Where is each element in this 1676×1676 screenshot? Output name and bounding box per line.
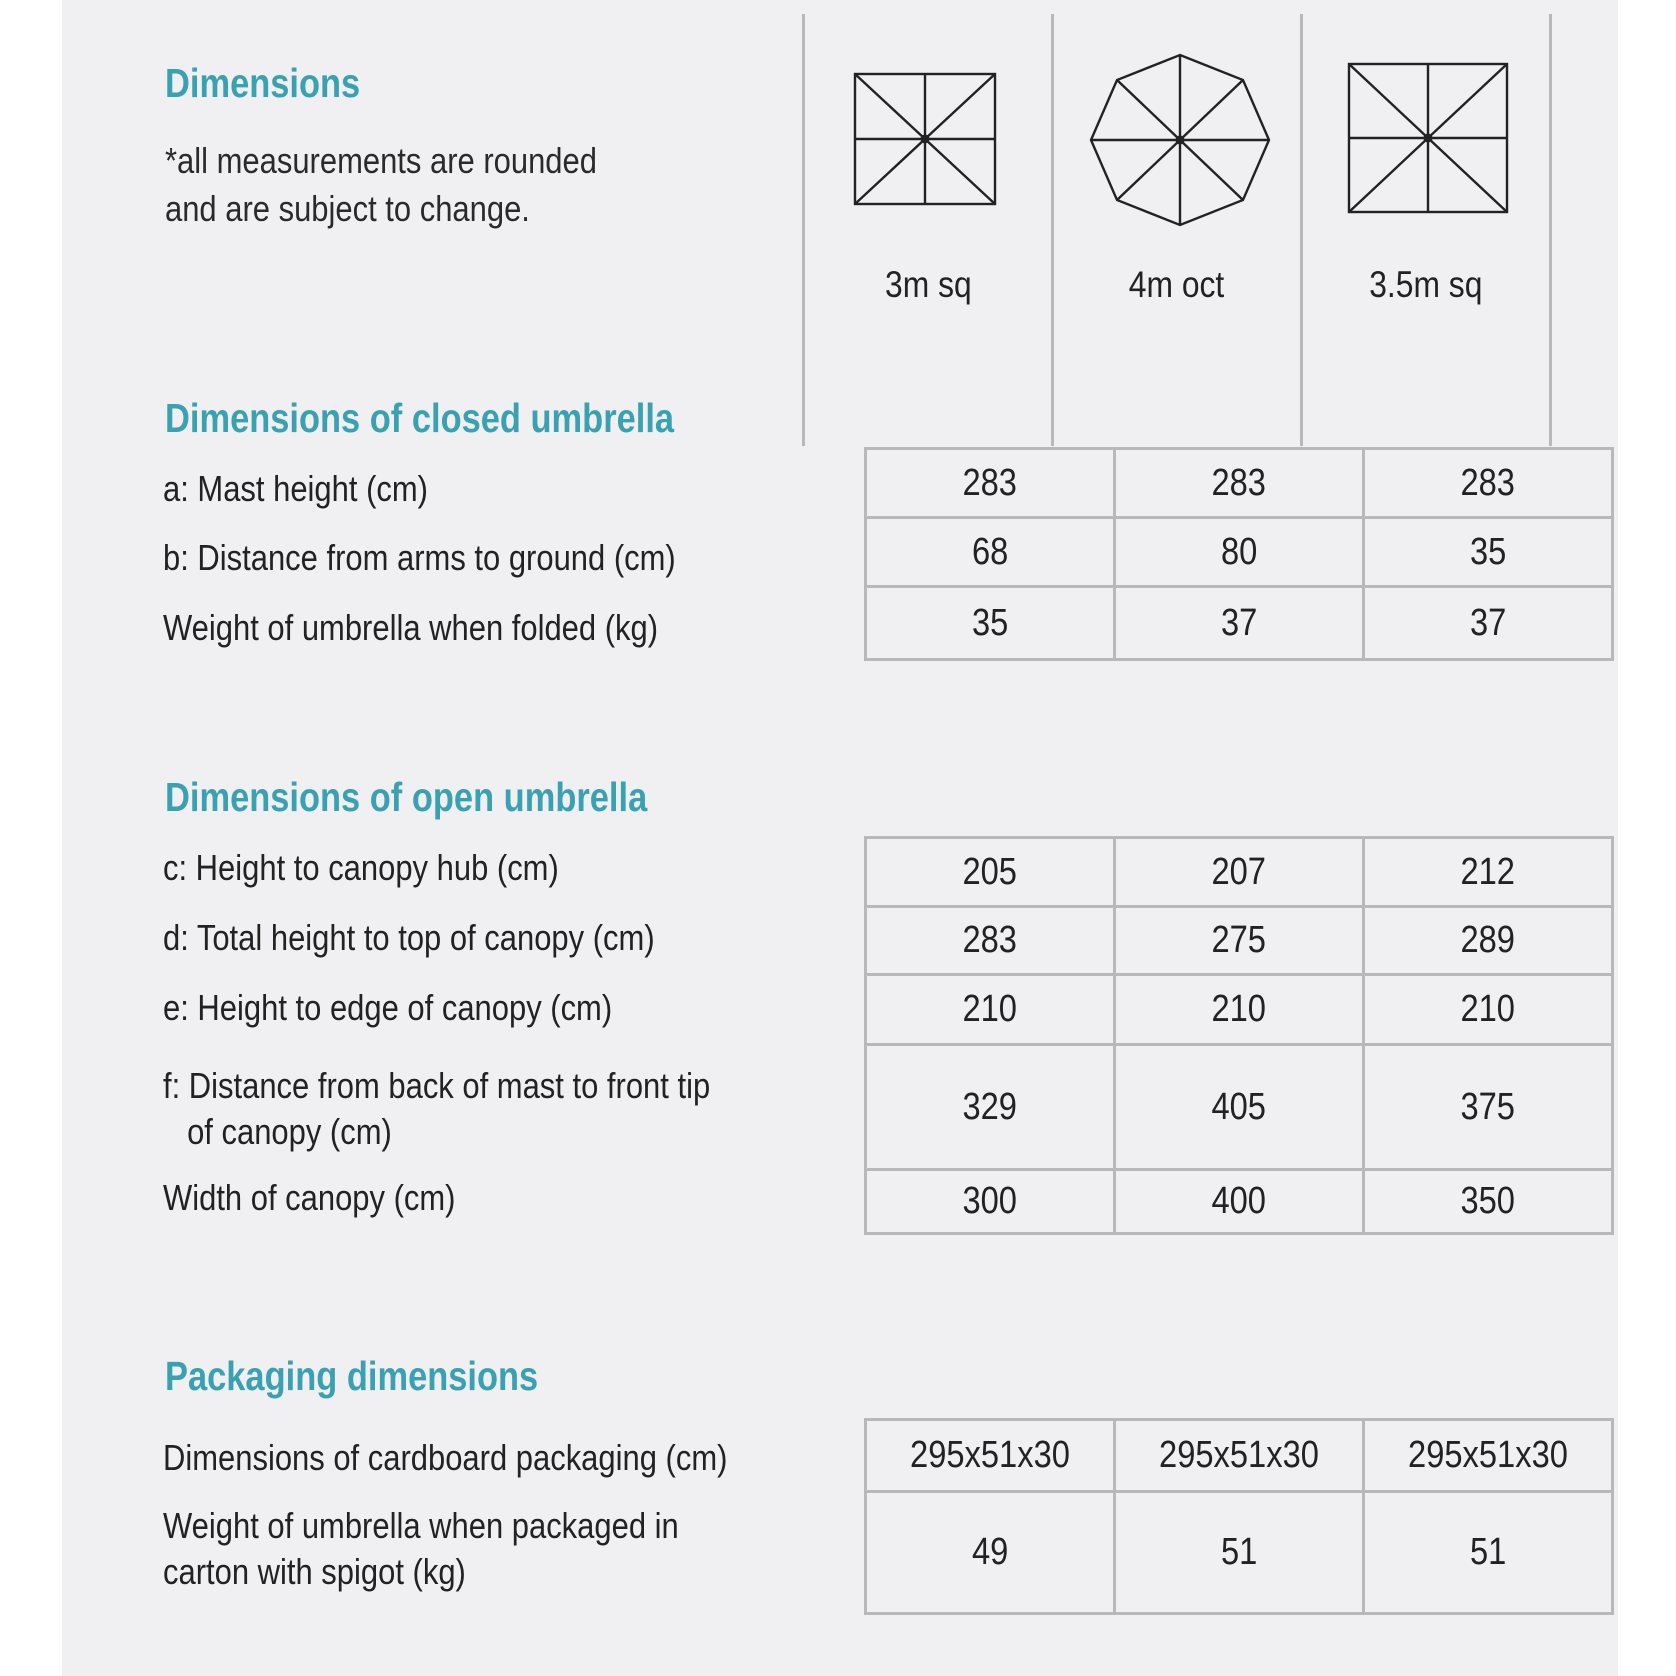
open-umbrella-heading: Dimensions of open umbrella bbox=[165, 774, 648, 820]
column-label-3m-sq: 3m sq bbox=[884, 264, 972, 305]
table-row bbox=[866, 975, 1613, 1045]
table-cell: 300 bbox=[866, 1170, 1115, 1234]
column-divider bbox=[1549, 14, 1552, 446]
row-label: f: Distance from back of mast to front tip of canopy (cm) bbox=[163, 1065, 711, 1152]
table-cell: 275 bbox=[1115, 907, 1364, 975]
table-cell: 375 bbox=[1364, 1045, 1613, 1170]
table-cell: 295x51x30 bbox=[1115, 1420, 1364, 1492]
row-label: Weight of umbrella when packaged in carton with spigot (kg) bbox=[163, 1505, 679, 1592]
row-label: a: Mast height (cm) bbox=[163, 468, 428, 509]
table-cell: 210 bbox=[866, 975, 1115, 1045]
table-cell: 35 bbox=[1364, 518, 1613, 587]
table-cell: 35 bbox=[866, 587, 1115, 660]
column-label-3-5m-sq: 3.5m sq bbox=[1369, 264, 1483, 305]
table-cell: 205 bbox=[866, 838, 1115, 907]
table-row bbox=[866, 518, 1613, 587]
table-cell: 329 bbox=[866, 1045, 1115, 1170]
table-cell: 80 bbox=[1115, 518, 1364, 587]
closed-umbrella-heading: Dimensions of closed umbrella bbox=[165, 395, 675, 441]
table-cell: 295x51x30 bbox=[1364, 1420, 1613, 1492]
row-label: b: Distance from arms to ground (cm) bbox=[163, 537, 676, 578]
table-row bbox=[866, 449, 1613, 518]
square-canopy-icon bbox=[851, 70, 999, 208]
table-cell: 37 bbox=[1364, 587, 1613, 660]
table-cell: 289 bbox=[1364, 907, 1613, 975]
table-row bbox=[866, 838, 1613, 907]
measurement-note: *all measurements are rounded and are subject to change. bbox=[165, 140, 597, 229]
table-row bbox=[866, 1492, 1613, 1614]
column-label-4m-oct: 4m oct bbox=[1129, 264, 1225, 305]
table-cell: 295x51x30 bbox=[866, 1420, 1115, 1492]
packaging-heading: Packaging dimensions bbox=[165, 1353, 539, 1399]
table-row bbox=[866, 1420, 1613, 1492]
table-cell: 283 bbox=[1364, 449, 1613, 518]
open-umbrella-table bbox=[864, 836, 1614, 1235]
table-cell: 51 bbox=[1364, 1492, 1613, 1614]
row-label: c: Height to canopy hub (cm) bbox=[163, 847, 559, 888]
closed-umbrella-table bbox=[864, 447, 1614, 661]
square-canopy-icon bbox=[1345, 60, 1511, 216]
table-cell: 350 bbox=[1364, 1170, 1613, 1234]
row-label: d: Total height to top of canopy (cm) bbox=[163, 917, 655, 958]
column-divider bbox=[1300, 14, 1303, 446]
table-cell: 207 bbox=[1115, 838, 1364, 907]
table-cell: 283 bbox=[1115, 449, 1364, 518]
table-cell: 51 bbox=[1115, 1492, 1364, 1614]
table-cell: 283 bbox=[866, 907, 1115, 975]
row-label: Width of canopy (cm) bbox=[163, 1177, 456, 1218]
table-cell: 405 bbox=[1115, 1045, 1364, 1170]
row-label: Dimensions of cardboard packaging (cm) bbox=[163, 1437, 728, 1478]
table-row bbox=[866, 907, 1613, 975]
column-divider bbox=[802, 14, 805, 446]
column-divider bbox=[1051, 14, 1054, 446]
table-row bbox=[866, 1045, 1613, 1170]
packaging-table bbox=[864, 1418, 1614, 1615]
table-cell: 68 bbox=[866, 518, 1115, 587]
row-label: e: Height to edge of canopy (cm) bbox=[163, 987, 613, 1028]
table-row bbox=[866, 587, 1613, 660]
table-cell: 37 bbox=[1115, 587, 1364, 660]
table-cell: 210 bbox=[1364, 975, 1613, 1045]
table-cell: 49 bbox=[866, 1492, 1115, 1614]
table-cell: 283 bbox=[866, 449, 1115, 518]
row-label: Weight of umbrella when folded (kg) bbox=[163, 607, 659, 648]
spec-sheet-panel bbox=[62, 0, 1618, 1676]
table-cell: 212 bbox=[1364, 838, 1613, 907]
table-cell: 400 bbox=[1115, 1170, 1364, 1234]
octagon-canopy-icon bbox=[1088, 52, 1272, 228]
table-cell: 210 bbox=[1115, 975, 1364, 1045]
table-row bbox=[866, 1170, 1613, 1234]
page-title: Dimensions bbox=[165, 60, 361, 106]
